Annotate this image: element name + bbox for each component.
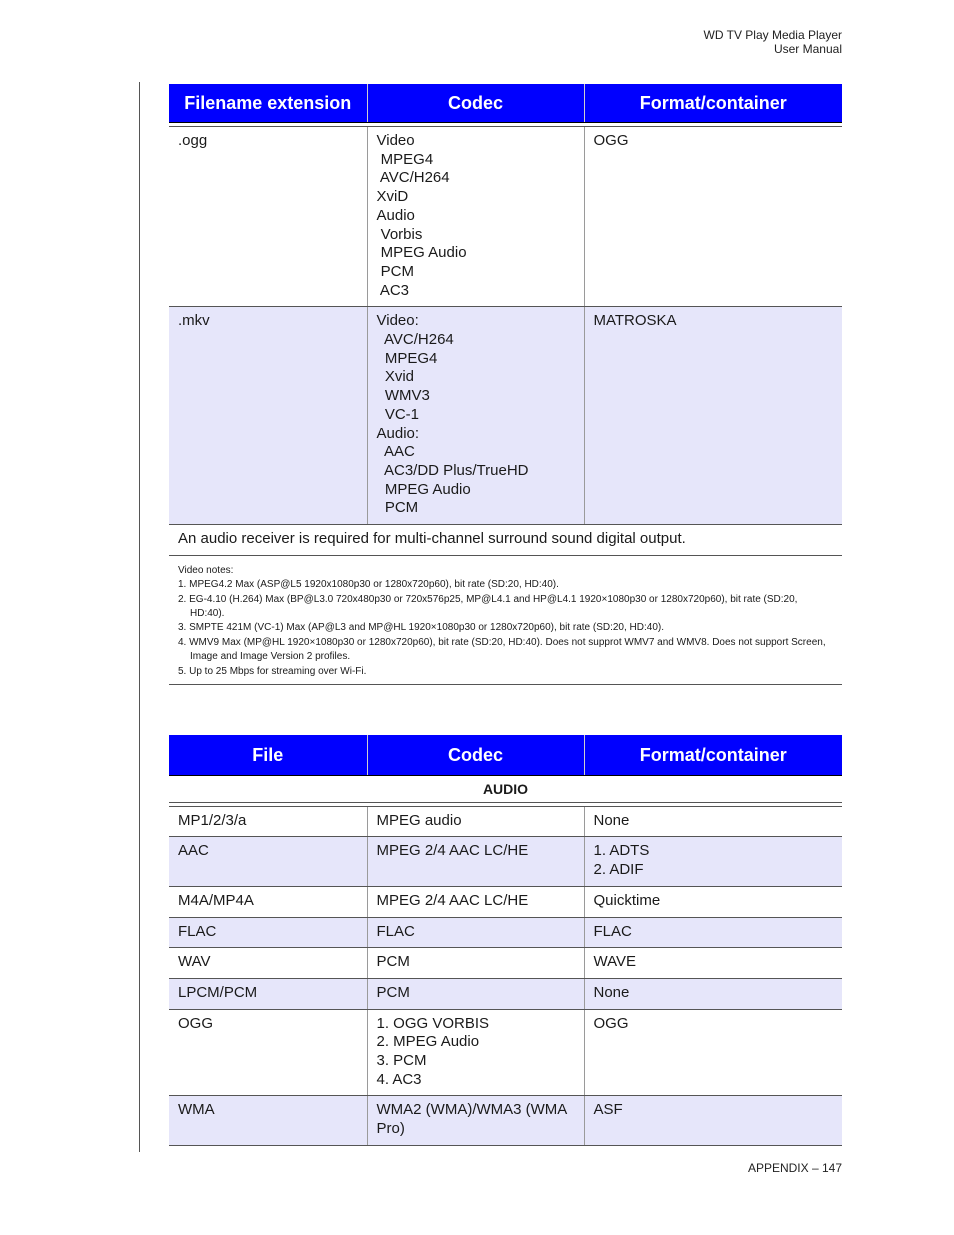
cell-extension: .mkv — [169, 307, 367, 525]
cell-codec: PCM — [367, 978, 584, 1009]
footer-separator: – — [808, 1161, 822, 1175]
cell-codec: 1. OGG VORBIS 2. MPEG Audio 3. PCM 4. AC3 — [367, 1009, 584, 1096]
table-row — [169, 555, 842, 684]
column-header-file: File — [169, 735, 367, 776]
table-row — [169, 1096, 842, 1145]
cell-file: WMA — [169, 1096, 367, 1145]
note-item: 1. MPEG4.2 Max (ASP@L5 1920x1080p30 or 1280x720p60), bit rate (SD:20, HD:40). — [178, 579, 559, 591]
header-product: WD TV Play Media Player — [703, 28, 842, 42]
audio-formats-table — [169, 735, 842, 1146]
video-notes — [169, 555, 842, 684]
cell-format: None — [584, 806, 842, 837]
column-header-extension: Filename extension — [169, 84, 367, 123]
cell-file: WAV — [169, 948, 367, 979]
cell-extension: .ogg — [169, 127, 367, 307]
notes-title: Video notes: — [178, 564, 234, 576]
page-footer — [748, 1161, 842, 1175]
cell-file: AAC — [169, 837, 367, 886]
cell-codec: MPEG 2/4 AAC LC/HE — [367, 886, 584, 917]
cell-file: MP1/2/3/a — [169, 806, 367, 837]
section-row — [169, 776, 842, 803]
cell-format: OGG — [584, 127, 842, 307]
table-row — [169, 917, 842, 948]
footer-section: APPENDIX — [747, 1161, 809, 1175]
table-row — [169, 307, 842, 525]
table-header-row — [169, 735, 842, 776]
cell-codec: MPEG 2/4 AAC LC/HE — [367, 837, 584, 886]
table-row — [169, 1009, 842, 1096]
header-doc: User Manual — [773, 42, 842, 56]
table-row — [169, 978, 842, 1009]
table-row — [169, 948, 842, 979]
table-row — [169, 525, 842, 556]
cell-format: None — [584, 978, 842, 1009]
column-header-codec: Codec — [367, 735, 584, 776]
cell-codec: WMA2 (WMA)/WMA3 (WMA Pro) — [367, 1096, 584, 1145]
cell-file: OGG — [169, 1009, 367, 1096]
page-number: 147 — [821, 1161, 842, 1175]
table-row — [169, 806, 842, 837]
cell-codec: PCM — [367, 948, 584, 979]
margin-rule — [139, 82, 140, 1152]
cell-file: M4A/MP4A — [169, 886, 367, 917]
cell-format: 1. ADTS 2. ADIF — [584, 837, 842, 886]
note-item: 4. WMV9 Max (MP@HL 1920×1080p30 or 1280x720p60), bit rate (SD:20, HD:40). Does not supprot WMV7 and WMV8. Does not support Screen, Image and Image Version 2 profiles. — [178, 636, 826, 663]
cell-format: Quicktime — [584, 886, 842, 917]
note-item: 3. SMPTE 421M (VC-1) Max (AP@L3 and MP@HL 1920×1080p30 or 1280x720p60), bit rate (SD:20, HD:40). — [178, 622, 665, 634]
cell-codec: Video: AVC/H264 MPEG4 Xvid WMV3 VC-1 Audio: AAC AC3/DD Plus/TrueHD MPEG Audio PCM — [367, 307, 584, 525]
table-row — [169, 837, 842, 886]
cell-codec: FLAC — [367, 917, 584, 948]
column-header-codec: Codec — [367, 84, 584, 123]
column-header-format: Format/container — [584, 735, 842, 776]
table-row — [169, 886, 842, 917]
note-item: 2. EG-4.10 (H.264) Max (BP@L3.0 720x480p30 or 720x576p25, MP@L4.1 and HP@L4.1 1920×1080p30 or 1280x720p60), bit rate (SD:20, HD:40). — [178, 593, 798, 619]
cell-file: LPCM/PCM — [169, 978, 367, 1009]
cell-codec: Video MPEG4 AVC/H264 XviD Audio Vorbis MPEG Audio PCM AC3 — [367, 127, 584, 307]
running-header — [704, 28, 843, 56]
cell-format: OGG — [584, 1009, 842, 1096]
column-header-format: Format/container — [584, 84, 842, 123]
table-header-row — [169, 84, 842, 123]
video-formats-table — [169, 84, 842, 685]
cell-codec: MPEG audio — [367, 806, 584, 837]
cell-format: FLAC — [584, 917, 842, 948]
receiver-note: An audio receiver is required for multi-channel surround sound digital output. — [169, 525, 842, 556]
cell-format: WAVE — [584, 948, 842, 979]
cell-format: MATROSKA — [584, 307, 842, 525]
cell-format: ASF — [584, 1096, 842, 1145]
section-title: AUDIO — [169, 776, 842, 803]
note-item: 5. Up to 25 Mbps for streaming over Wi-Fi. — [178, 665, 367, 677]
cell-file: FLAC — [169, 917, 367, 948]
table-row — [169, 127, 842, 307]
